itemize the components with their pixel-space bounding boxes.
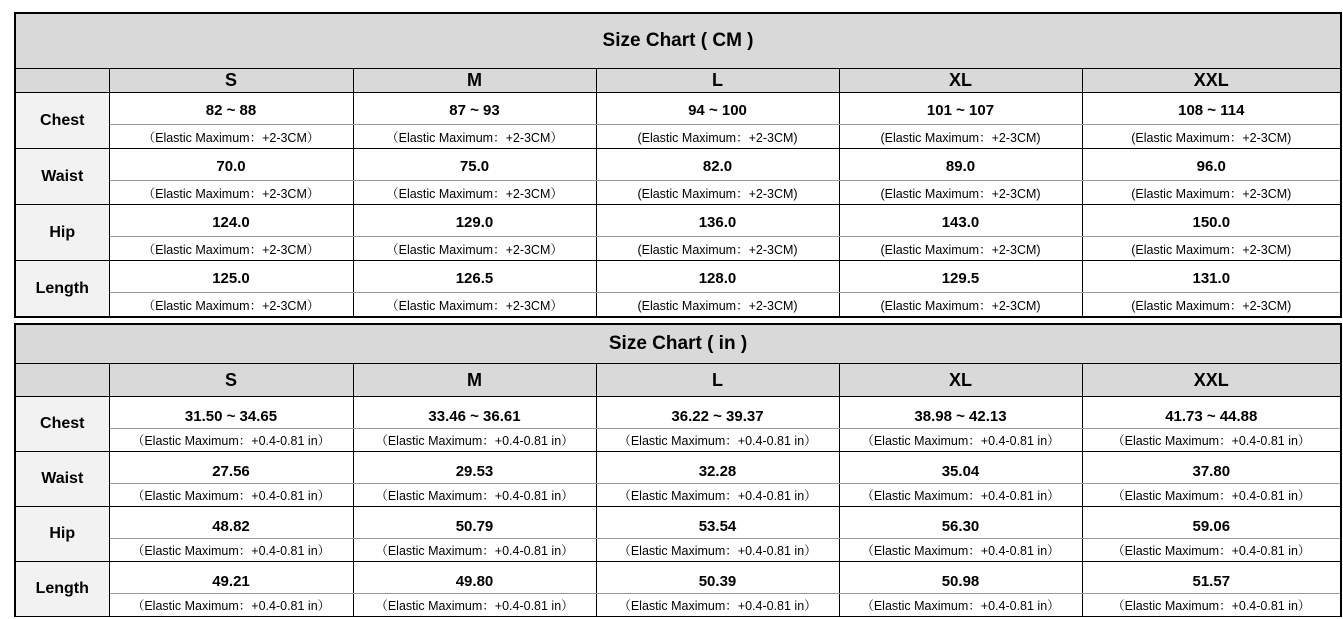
row-label: Hip <box>15 205 109 261</box>
elastic-note: （Elastic Maximum：+2-3CM） <box>109 125 353 149</box>
measurement-value: 82 ~ 88 <box>109 93 353 125</box>
row-label: Waist <box>15 452 109 507</box>
measurement-value: 56.30 <box>839 507 1082 539</box>
elastic-note: (Elastic Maximum：+2-3CM) <box>596 181 839 205</box>
elastic-note: (Elastic Maximum：+2-3CM) <box>596 237 839 261</box>
elastic-note: （Elastic Maximum：+0.4-0.81 in） <box>353 539 596 562</box>
measurement-value: 129.5 <box>839 261 1082 293</box>
measurement-value: 32.28 <box>596 452 839 484</box>
table-title: Size Chart ( CM ) <box>15 13 1341 69</box>
measurement-value: 31.50 ~ 34.65 <box>109 397 353 429</box>
measurement-value: 101 ~ 107 <box>839 93 1082 125</box>
note-row <box>15 181 1341 205</box>
elastic-note: （Elastic Maximum：+0.4-0.81 in） <box>109 539 353 562</box>
measurement-value: 82.0 <box>596 149 839 181</box>
elastic-note: (Elastic Maximum：+2-3CM) <box>1082 237 1341 261</box>
measurement-value: 49.21 <box>109 562 353 594</box>
note-row <box>15 539 1341 562</box>
elastic-note: (Elastic Maximum：+2-3CM) <box>839 181 1082 205</box>
elastic-note: （Elastic Maximum：+0.4-0.81 in） <box>596 429 839 452</box>
size-header: M <box>353 69 596 93</box>
elastic-note: （Elastic Maximum：+0.4-0.81 in） <box>353 429 596 452</box>
elastic-note: (Elastic Maximum：+2-3CM) <box>839 125 1082 149</box>
measurement-value: 59.06 <box>1082 507 1341 539</box>
note-row <box>15 594 1341 617</box>
size-header: L <box>596 364 839 397</box>
elastic-note: （Elastic Maximum：+0.4-0.81 in） <box>109 429 353 452</box>
size-chart-cm-table <box>14 12 1342 318</box>
header-row <box>15 364 1341 397</box>
table-row <box>15 452 1341 484</box>
measurement-value: 126.5 <box>353 261 596 293</box>
elastic-note: （Elastic Maximum：+0.4-0.81 in） <box>109 484 353 507</box>
note-row <box>15 429 1341 452</box>
table-row <box>15 205 1341 237</box>
measurement-value: 41.73 ~ 44.88 <box>1082 397 1341 429</box>
measurement-value: 75.0 <box>353 149 596 181</box>
size-chart-in-table <box>14 323 1342 617</box>
measurement-value: 38.98 ~ 42.13 <box>839 397 1082 429</box>
measurement-value: 108 ~ 114 <box>1082 93 1341 125</box>
row-label: Chest <box>15 93 109 149</box>
size-header: XL <box>839 69 1082 93</box>
size-header: XXL <box>1082 364 1341 397</box>
measurement-value: 128.0 <box>596 261 839 293</box>
elastic-note: (Elastic Maximum：+2-3CM) <box>839 293 1082 318</box>
note-row <box>15 125 1341 149</box>
elastic-note: (Elastic Maximum：+2-3CM) <box>596 293 839 318</box>
measurement-value: 143.0 <box>839 205 1082 237</box>
table-row <box>15 93 1341 125</box>
measurement-value: 29.53 <box>353 452 596 484</box>
elastic-note: （Elastic Maximum：+0.4-0.81 in） <box>839 594 1082 617</box>
title-row <box>15 13 1341 69</box>
row-label: Length <box>15 562 109 617</box>
row-label: Chest <box>15 397 109 452</box>
elastic-note: （Elastic Maximum：+2-3CM） <box>353 293 596 318</box>
elastic-note: （Elastic Maximum：+0.4-0.81 in） <box>596 484 839 507</box>
elastic-note: （Elastic Maximum：+0.4-0.81 in） <box>109 594 353 617</box>
measurement-value: 49.80 <box>353 562 596 594</box>
measurement-value: 150.0 <box>1082 205 1341 237</box>
elastic-note: (Elastic Maximum：+2-3CM) <box>1082 125 1341 149</box>
size-header: L <box>596 69 839 93</box>
elastic-note: （Elastic Maximum：+2-3CM） <box>353 181 596 205</box>
elastic-note: (Elastic Maximum：+2-3CM) <box>1082 181 1341 205</box>
measurement-value: 48.82 <box>109 507 353 539</box>
measurement-value: 27.56 <box>109 452 353 484</box>
table-title: Size Chart ( in ) <box>15 324 1341 364</box>
row-label: Waist <box>15 149 109 205</box>
header-corner <box>15 364 109 397</box>
size-header: S <box>109 69 353 93</box>
elastic-note: (Elastic Maximum：+2-3CM) <box>596 125 839 149</box>
measurement-value: 50.98 <box>839 562 1082 594</box>
elastic-note: （Elastic Maximum：+0.4-0.81 in） <box>839 429 1082 452</box>
elastic-note: （Elastic Maximum：+0.4-0.81 in） <box>353 484 596 507</box>
elastic-note: (Elastic Maximum：+2-3CM) <box>1082 293 1341 318</box>
elastic-note: （Elastic Maximum：+2-3CM） <box>109 293 353 318</box>
table-row <box>15 507 1341 539</box>
size-header: XXL <box>1082 69 1341 93</box>
elastic-note: （Elastic Maximum：+0.4-0.81 in） <box>1082 539 1341 562</box>
elastic-note: （Elastic Maximum：+0.4-0.81 in） <box>1082 594 1341 617</box>
size-header: M <box>353 364 596 397</box>
elastic-note: （Elastic Maximum：+2-3CM） <box>109 237 353 261</box>
elastic-note: （Elastic Maximum：+2-3CM） <box>353 125 596 149</box>
measurement-value: 37.80 <box>1082 452 1341 484</box>
measurement-value: 50.79 <box>353 507 596 539</box>
measurement-value: 51.57 <box>1082 562 1341 594</box>
note-row <box>15 293 1341 318</box>
header-row <box>15 69 1341 93</box>
elastic-note: （Elastic Maximum：+2-3CM） <box>353 237 596 261</box>
measurement-value: 89.0 <box>839 149 1082 181</box>
measurement-value: 70.0 <box>109 149 353 181</box>
elastic-note: （Elastic Maximum：+0.4-0.81 in） <box>1082 429 1341 452</box>
row-label: Length <box>15 261 109 318</box>
table-row <box>15 562 1341 594</box>
measurement-value: 33.46 ~ 36.61 <box>353 397 596 429</box>
measurement-value: 131.0 <box>1082 261 1341 293</box>
measurement-value: 36.22 ~ 39.37 <box>596 397 839 429</box>
elastic-note: （Elastic Maximum：+2-3CM） <box>109 181 353 205</box>
measurement-value: 125.0 <box>109 261 353 293</box>
table-row <box>15 261 1341 293</box>
elastic-note: （Elastic Maximum：+0.4-0.81 in） <box>839 484 1082 507</box>
elastic-note: （Elastic Maximum：+0.4-0.81 in） <box>1082 484 1341 507</box>
measurement-value: 87 ~ 93 <box>353 93 596 125</box>
header-corner <box>15 69 109 93</box>
elastic-note: （Elastic Maximum：+0.4-0.81 in） <box>839 539 1082 562</box>
measurement-value: 136.0 <box>596 205 839 237</box>
elastic-note: (Elastic Maximum：+2-3CM) <box>839 237 1082 261</box>
table-row <box>15 149 1341 181</box>
note-row <box>15 237 1341 261</box>
size-header: S <box>109 364 353 397</box>
size-header: XL <box>839 364 1082 397</box>
elastic-note: （Elastic Maximum：+0.4-0.81 in） <box>353 594 596 617</box>
measurement-value: 50.39 <box>596 562 839 594</box>
table-row <box>15 397 1341 429</box>
measurement-value: 129.0 <box>353 205 596 237</box>
title-row <box>15 324 1341 364</box>
row-label: Hip <box>15 507 109 562</box>
measurement-value: 124.0 <box>109 205 353 237</box>
measurement-value: 35.04 <box>839 452 1082 484</box>
elastic-note: （Elastic Maximum：+0.4-0.81 in） <box>596 539 839 562</box>
measurement-value: 96.0 <box>1082 149 1341 181</box>
note-row <box>15 484 1341 507</box>
measurement-value: 53.54 <box>596 507 839 539</box>
measurement-value: 94 ~ 100 <box>596 93 839 125</box>
elastic-note: （Elastic Maximum：+0.4-0.81 in） <box>596 594 839 617</box>
